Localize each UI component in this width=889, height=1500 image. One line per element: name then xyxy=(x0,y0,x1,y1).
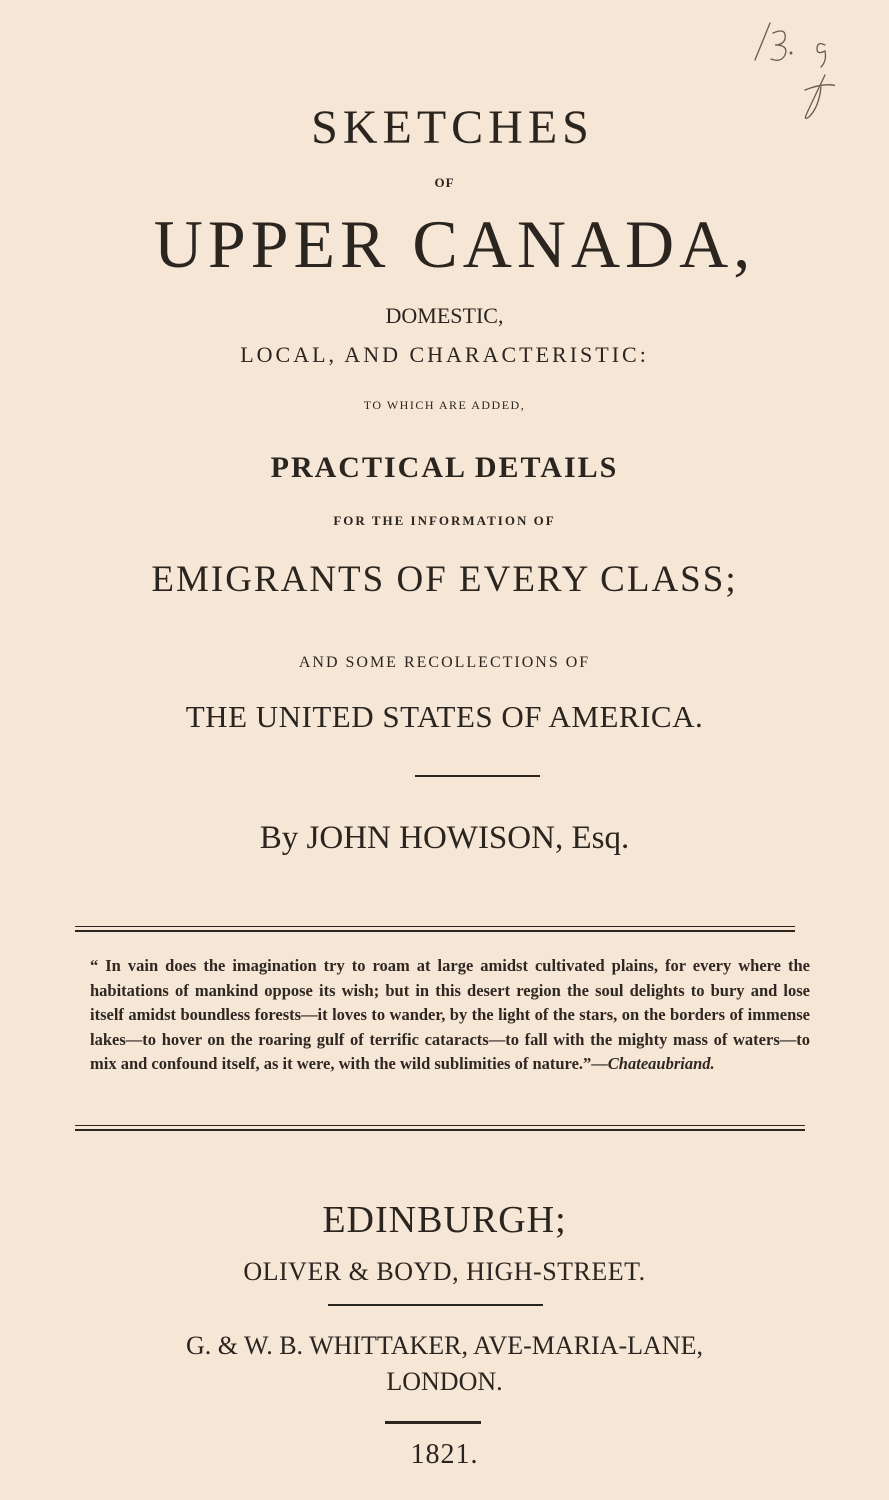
double-rule-bottom xyxy=(75,930,795,932)
imprint-year: 1821. xyxy=(410,1439,479,1470)
imprint-publisher-london: G. & W. B. WHITTAKER, AVE-MARIA-LANE, xyxy=(186,1331,703,1360)
title-emigrants: EMIGRANTS OF EVERY CLASS; xyxy=(151,559,738,600)
double-rule-top xyxy=(75,926,795,927)
title-of: OF xyxy=(434,175,455,190)
divider-rule-3 xyxy=(385,1421,481,1424)
title-upper-canada: UPPER CANADA, xyxy=(153,206,756,282)
epigraph-text: “ In vain does the imagination try to roam at large amidst cultivated plains, for every where the habitations of mankind oppose its wish; but in this desert region the soul delights to bury and lose itself amidst boundless forests—it loves to wander, by the light of the stars, on the borders of immense lakes—to hover on the roaring gulf of terrific cataracts—to fall with the mighty mass of waters—to mix and confound itself, as it were, with the wild sublimities of nature.”— xyxy=(90,956,810,1073)
author-line: By JOHN HOWISON, Esq. xyxy=(259,820,630,856)
title-to-which-added: TO WHICH ARE ADDED, xyxy=(363,398,526,412)
title-local-characteristic: LOCAL, AND CHARACTERISTIC: xyxy=(240,342,649,367)
title-united-states: THE UNITED STATES OF AMERICA. xyxy=(185,699,704,734)
title-recollections: AND SOME RECOLLECTIONS OF xyxy=(298,654,591,671)
title-sketches: SKETCHES xyxy=(311,101,594,154)
epigraph xyxy=(90,954,810,1077)
divider-rule-2 xyxy=(328,1304,543,1306)
imprint-city-london: LONDON. xyxy=(386,1367,503,1396)
double-rule-bottom-2 xyxy=(75,1129,805,1131)
imprint-publisher-edinburgh: OLIVER & BOYD, HIGH-STREET. xyxy=(243,1257,646,1286)
title-domestic: DOMESTIC, xyxy=(385,303,504,328)
divider-rule xyxy=(415,775,540,777)
title-for-information: FOR THE INFORMATION OF xyxy=(333,513,556,528)
epigraph-attribution: Chateaubriand. xyxy=(607,1054,715,1073)
double-rule-top-2 xyxy=(75,1125,805,1126)
imprint-city: EDINBURGH; xyxy=(322,1199,567,1241)
title-practical-details: PRACTICAL DETAILS xyxy=(270,451,619,484)
